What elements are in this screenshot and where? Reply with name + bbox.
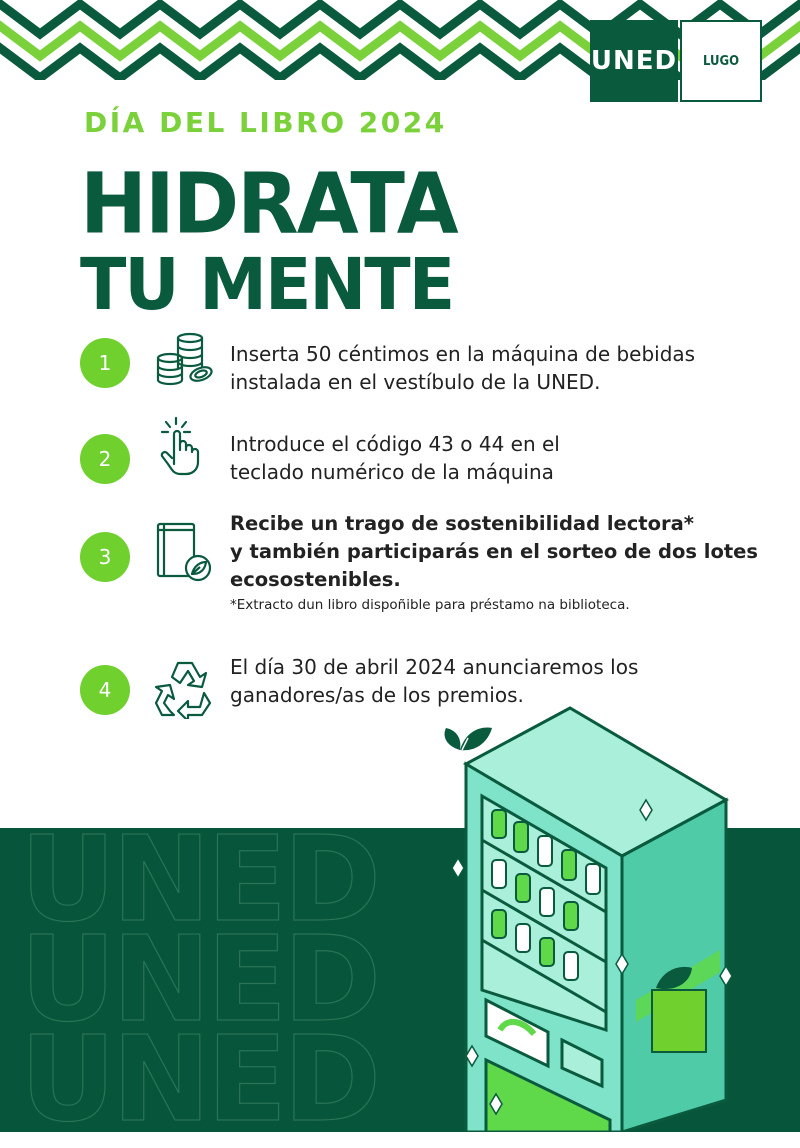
vending-machine-illustration [430,700,800,1132]
recycle-icon [154,657,216,719]
step-number-badge: 2 [80,434,130,484]
step-number-badge: 3 [80,532,130,582]
step-1-text: Inserta 50 céntimos en la máquina de bebidas instalada en el vestíbulo de la UNED. [230,342,696,394]
watermark-text: UNED [20,810,378,948]
watermark-text: UNED [20,1010,378,1148]
event-kicker: DÍA DEL LIBRO 2024 [84,106,447,139]
coins-icon [154,330,216,392]
headline-line-1: HIDRATA [80,154,457,253]
step-number-badge: 1 [80,338,130,388]
tap-hand-icon [154,414,216,476]
headline-line-2: TU MENTE [80,243,454,327]
watermark-text: UNED [20,910,378,1048]
uned-logo [590,20,762,102]
logo-uned: UNED [590,20,678,102]
footnote: *Extracto dun libro dispoñible para préstamo na biblioteca. [230,597,630,613]
step-2-text: Introduce el código 43 o 44 en el teclado numérico de la máquina [230,432,560,484]
step-3-text: Recibe un trago de sostenibilidad lectora* y también participarás en el sorteo de dos lotes ecosostenibles. *Extracto dun libro dispoñible para préstamo na biblioteca. [230,510,790,614]
step-number-badge: 4 [80,665,130,715]
step-4-text: El día 30 de abril 2024 anunciaremos los ganadores/as de los premios. [230,655,639,707]
logo-lugo: LUGO [680,20,762,102]
eco-book-icon [154,520,216,582]
